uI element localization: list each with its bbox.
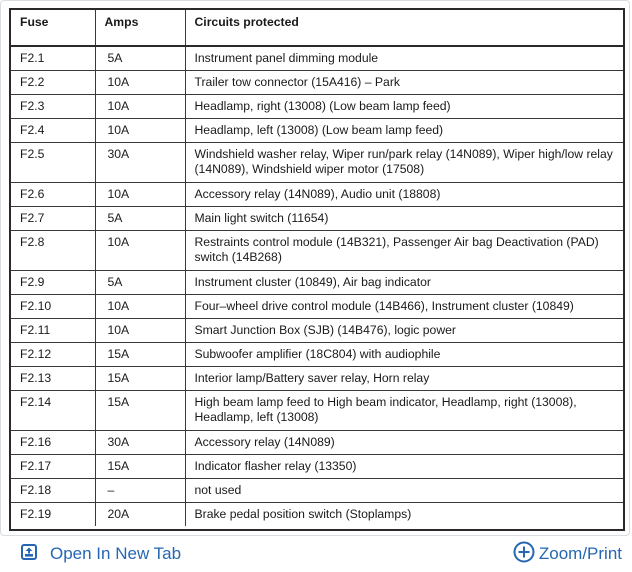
fuse-cell: F2.16 — [11, 430, 95, 454]
fuse-cell: F2.10 — [11, 294, 95, 318]
circuit-cell: Main light switch (11654) — [185, 206, 623, 230]
table-header-row — [11, 10, 623, 46]
circuit-cell: High beam lamp feed to High beam indicator, Headlamp, right (13008), Headlamp, left (13008) — [185, 390, 623, 430]
table-row — [11, 182, 623, 206]
open-in-new-tab-icon — [20, 543, 50, 566]
fuse-cell: F2.3 — [11, 94, 95, 118]
fuse-cell: F2.14 — [11, 390, 95, 430]
header-amps: Amps — [95, 10, 185, 46]
table-row — [11, 342, 623, 366]
table-row — [11, 230, 623, 270]
table-row — [11, 502, 623, 526]
table-row — [11, 270, 623, 294]
amps-cell: – — [95, 478, 185, 502]
amps-cell: 10A — [95, 294, 185, 318]
table-row — [11, 454, 623, 478]
table-row — [11, 294, 623, 318]
amps-cell: 10A — [95, 118, 185, 142]
table-row — [11, 366, 623, 390]
fuse-cell: F2.6 — [11, 182, 95, 206]
circuit-cell: Instrument panel dimming module — [185, 46, 623, 70]
table-row — [11, 206, 623, 230]
table-row — [11, 70, 623, 94]
amps-cell: 10A — [95, 318, 185, 342]
open-in-new-tab-link[interactable] — [20, 543, 181, 566]
table-row — [11, 94, 623, 118]
circuit-cell: Interior lamp/Battery saver relay, Horn relay — [185, 366, 623, 390]
table-row — [11, 46, 623, 70]
fuse-cell: F2.17 — [11, 454, 95, 478]
circuit-cell: Brake pedal position switch (Stoplamps) — [185, 502, 623, 526]
amps-cell: 15A — [95, 342, 185, 366]
circuit-cell: Headlamp, left (13008) (Low beam lamp feed) — [185, 118, 623, 142]
fuse-cell: F2.12 — [11, 342, 95, 366]
circuit-cell: Windshield washer relay, Wiper run/park relay (14N089), Wiper high/low relay (14N089), Windshield wiper motor (17508) — [185, 142, 623, 182]
fuse-cell: F2.8 — [11, 230, 95, 270]
circuit-cell: Headlamp, right (13008) (Low beam lamp feed) — [185, 94, 623, 118]
amps-cell: 15A — [95, 366, 185, 390]
fuse-cell: F2.19 — [11, 502, 95, 526]
amps-cell: 5A — [95, 206, 185, 230]
open-in-new-tab-label: Open In New Tab — [50, 544, 182, 563]
table-row — [11, 430, 623, 454]
plus-circle-icon — [513, 541, 539, 568]
amps-cell: 15A — [95, 454, 185, 478]
header-circuits: Circuits protected — [185, 10, 623, 46]
fuse-cell: F2.13 — [11, 366, 95, 390]
circuit-cell: Four–wheel drive control module (14B466), Instrument cluster (10849) — [185, 294, 623, 318]
fuse-cell: F2.9 — [11, 270, 95, 294]
fuse-cell: F2.2 — [11, 70, 95, 94]
zoom-print-label: Zoom/Print — [538, 544, 622, 563]
fuse-cell: F2.7 — [11, 206, 95, 230]
circuit-cell: Subwoofer amplifier (18C804) with audiophile — [185, 342, 623, 366]
amps-cell: 10A — [95, 182, 185, 206]
table-row — [11, 478, 623, 502]
amps-cell: 10A — [95, 230, 185, 270]
fuse-cell: F2.11 — [11, 318, 95, 342]
fuse-cell: F2.1 — [11, 46, 95, 70]
circuit-cell: Restraints control module (14B321), Passenger Air bag Deactivation (PAD) switch (14B268) — [185, 230, 623, 270]
amps-cell: 5A — [95, 46, 185, 70]
zoom-print-link[interactable] — [513, 541, 622, 568]
amps-cell: 30A — [95, 430, 185, 454]
table-row — [11, 318, 623, 342]
amps-cell: 15A — [95, 390, 185, 430]
amps-cell: 10A — [95, 94, 185, 118]
circuit-cell: not used — [185, 478, 623, 502]
header-fuse: Fuse — [11, 10, 95, 46]
table-row — [11, 390, 623, 430]
fuse-table — [11, 10, 623, 526]
circuit-cell: Accessory relay (14N089), Audio unit (18808) — [185, 182, 623, 206]
fuse-cell: F2.4 — [11, 118, 95, 142]
circuit-cell: Accessory relay (14N089) — [185, 430, 623, 454]
circuit-cell: Indicator flasher relay (13350) — [185, 454, 623, 478]
fuse-cell: F2.18 — [11, 478, 95, 502]
table-row — [11, 142, 623, 182]
amps-cell: 10A — [95, 70, 185, 94]
circuit-cell: Trailer tow connector (15A416) – Park — [185, 70, 623, 94]
amps-cell: 30A — [95, 142, 185, 182]
fuse-cell: F2.5 — [11, 142, 95, 182]
amps-cell: 5A — [95, 270, 185, 294]
image-toolbar — [0, 536, 632, 572]
amps-cell: 20A — [95, 502, 185, 526]
circuit-cell: Smart Junction Box (SJB) (14B476), logic power — [185, 318, 623, 342]
fuse-table-container — [9, 8, 625, 531]
table-row — [11, 118, 623, 142]
circuit-cell: Instrument cluster (10849), Air bag indicator — [185, 270, 623, 294]
